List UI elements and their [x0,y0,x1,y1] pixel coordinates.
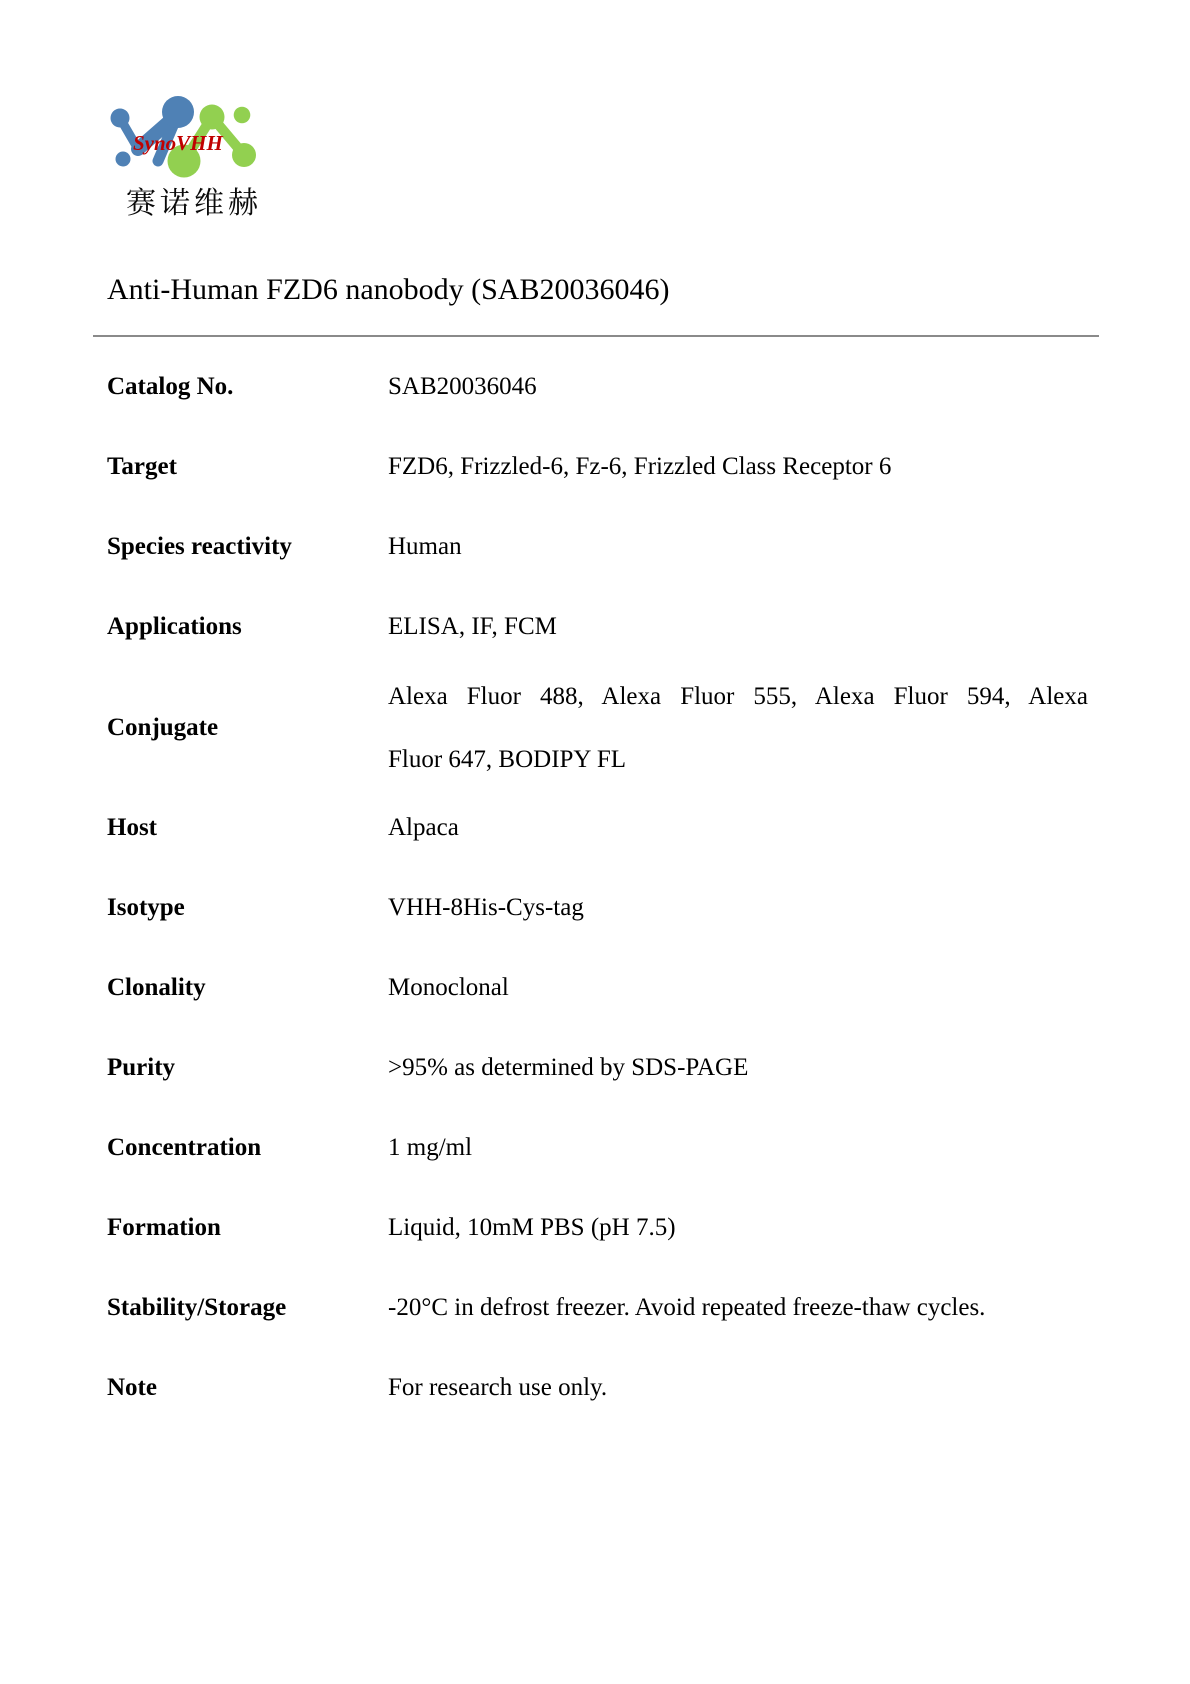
spec-row [107,858,1088,938]
spec-row [107,1178,1088,1258]
spec-label: Conjugate [107,713,219,741]
spec-label: Clonality [107,974,206,1001]
spec-value: -20°C in defrost freezer. Avoid repeated freeze-thaw cycles. [388,1294,986,1321]
spec-row [107,1098,1088,1178]
company-logo [100,88,360,221]
spec-row [107,497,1088,577]
logo-brand-name-chinese: 赛诺维赫 [126,187,262,220]
spec-label: Catalog No. [107,373,234,400]
spec-value: VHH-8His-Cys-tag [388,894,584,921]
spec-value: FZD6, Frizzled-6, Fz-6, Frizzled Class Receptor 6 [388,453,892,480]
spec-label: Species reactivity [107,533,292,560]
spec-value: For research use only. [388,1374,608,1401]
spec-label: Formation [107,1214,221,1241]
spec-label: Purity [107,1054,176,1081]
spec-label: Isotype [107,894,185,921]
spec-value: 1 mg/ml [388,1134,473,1161]
page-title: Anti-Human FZD6 nanobody (SAB20036046) [107,273,670,306]
spec-value: Human [388,533,462,560]
spec-row [107,417,1088,497]
spec-label: Stability/Storage [107,1294,287,1321]
spec-value: ELISA, IF, FCM [388,613,557,640]
spec-value: Alpaca [388,814,459,841]
spec-value-line: Alexa Fluor 488, Alexa Fluor 555, Alexa Fluor 594, Alexa [388,682,1088,710]
spec-label: Concentration [107,1134,262,1161]
logo-brand-name: SynoVHH [133,131,223,155]
spec-label: Applications [107,613,242,640]
logo-molecule-graphic [100,88,265,183]
spec-value [388,665,1088,791]
spec-value: Liquid, 10mM PBS (pH 7.5) [388,1214,676,1241]
spec-value: Monoclonal [388,974,509,1001]
spec-row [107,1018,1088,1098]
spec-value: SAB20036046 [388,373,537,400]
spec-table [107,337,1088,1418]
spec-label: Note [107,1374,157,1401]
spec-row [107,657,1088,778]
spec-row [107,1338,1088,1418]
spec-row [107,1258,1088,1338]
spec-value-line: Fluor 647, BODIPY FL [388,745,626,773]
spec-row [107,938,1088,1018]
spec-label: Target [107,453,177,480]
spec-row [107,337,1088,417]
spec-value: >95% as determined by SDS-PAGE [388,1054,749,1081]
spec-label: Host [107,814,157,841]
spec-row [107,577,1088,657]
